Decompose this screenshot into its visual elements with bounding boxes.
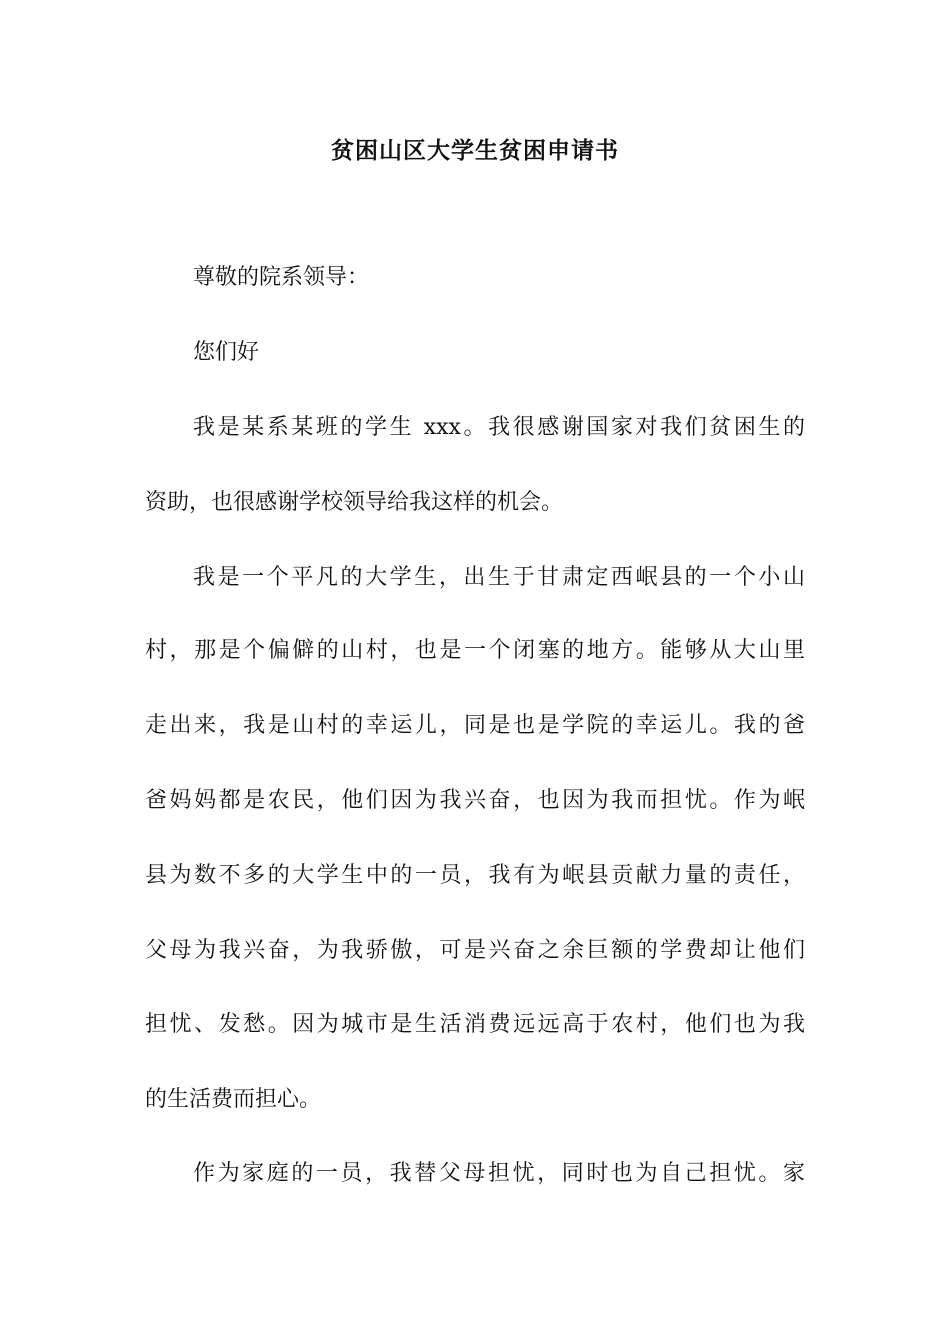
body-line: 父母为我兴奋，为我骄傲，可是兴奋之余巨额的学费却让他们 [145, 938, 805, 963]
body-line: 担忧、发愁。因为城市是生活消费远远高于农村，他们也为我 [145, 1012, 805, 1037]
salutation-line: 尊敬的院系领导： [193, 265, 370, 290]
body-line: 我是一个平凡的大学生，出生于甘肃定西岷县的一个小山 [193, 565, 805, 590]
body-line: 村，那是个偏僻的山村，也是一个闭塞的地方。能够从大山里 [145, 638, 805, 663]
body-line: 资助，也很感谢学校领导给我这样的机会。 [145, 490, 564, 515]
document-title: 贫困山区大学生贫困申请书 [331, 137, 619, 164]
body-line: 我是某系某班的学生 xxx。我很感谢国家对我们贫困生的 [193, 415, 805, 440]
body-line: 走出来，我是山村的幸运儿，同是也是学院的幸运儿。我的爸 [145, 713, 805, 738]
body-line: 的生活费而担心。 [145, 1087, 322, 1112]
greeting-line: 您们好 [193, 340, 260, 365]
body-line: 作为家庭的一员，我替父母担忧，同时也为自己担忧。家 [193, 1161, 805, 1186]
body-line: 爸妈妈都是农民，他们因为我兴奋，也因为我而担忧。作为岷 [145, 788, 805, 813]
body-line: 县为数不多的大学生中的一员，我有为岷县贡献力量的责任， [145, 863, 805, 888]
